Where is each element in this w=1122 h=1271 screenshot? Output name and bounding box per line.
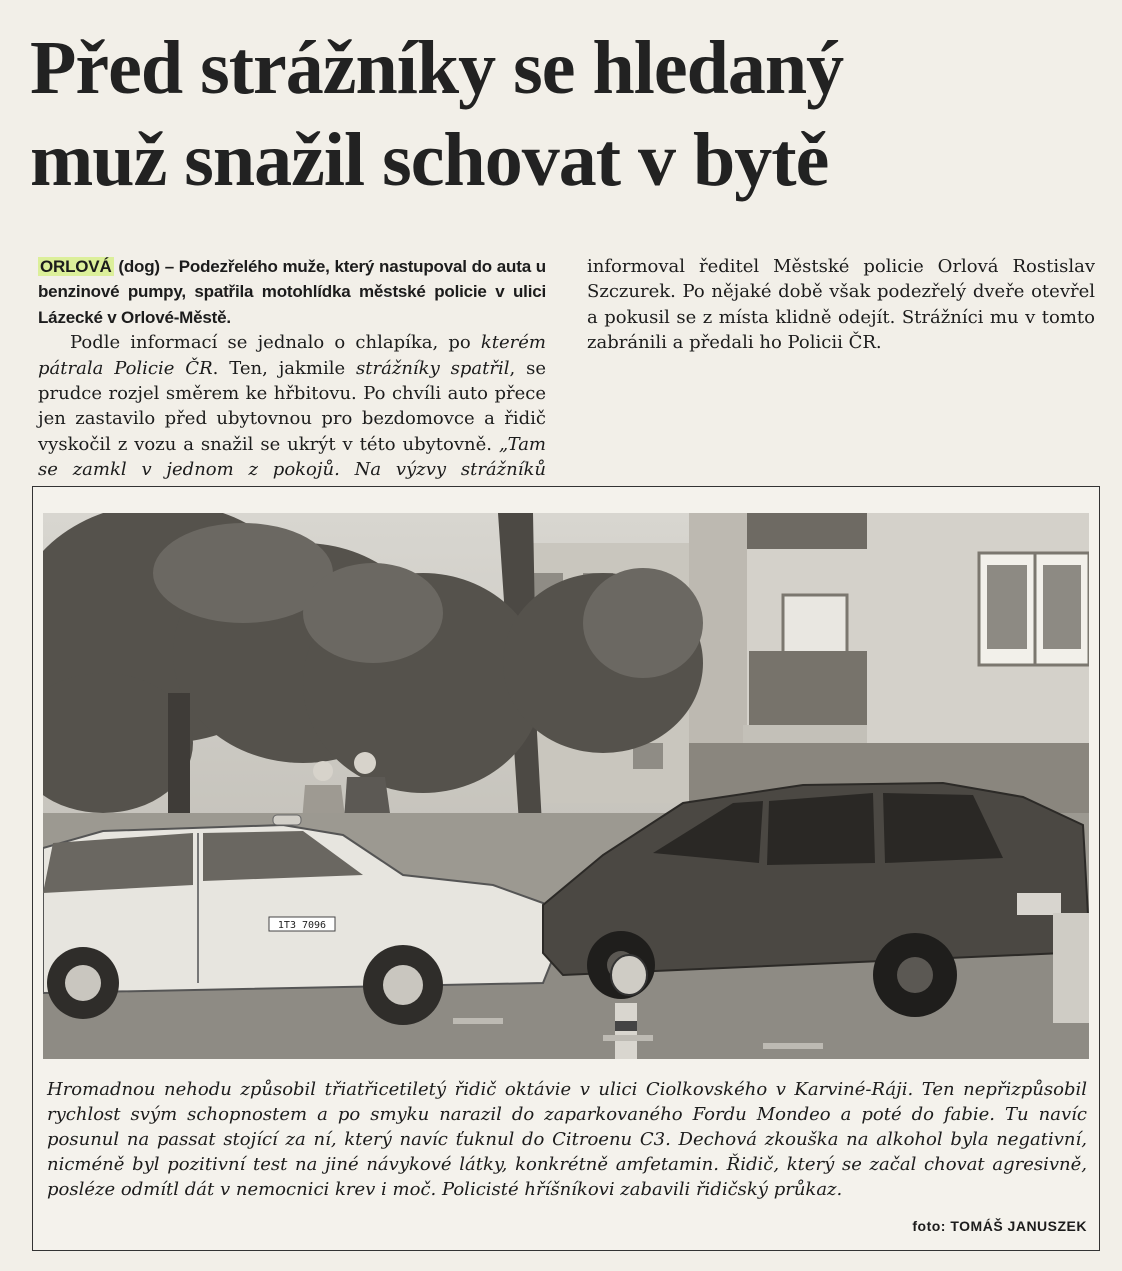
article-emphasis: strážníky spatřil (356, 357, 510, 379)
article-author: (dog) – (118, 257, 179, 276)
photo-caption: Hromadnou nehodu způsobil třiatřicetiletý řidič oktávie v ulici Ciolkovského v Karviné-Ráji. Ten nepřizpůsobil rychlost svým schopnostem a po smyku narazil do zaparkovaného Fordu Mondeo a poté do fabie. Tu navíc posunul na passat stojící za ní, který navíc ťuknul do Citroenu C3. Dechová zkouška na alkohol byla negativní, nicméně byl pozitivní test na jiné návykové látky, konkrétně amfetamin. Řidič, který se začal chovat agresivně, posléze odmítl dát v nemocnici krev i moč. Policisté hříšníkovi zabavili řidičský průkaz. (47, 1079, 1087, 1200)
article-paragraph (38, 330, 546, 508)
article-lead-text: Podezřelého muže, který nastupoval do auta u benzinové pumpy, spatřila motohlídka městské policie v ulici Lázecké v Orlové-Městě. (38, 257, 546, 327)
article-text: , se prudce rozjel směrem ke hřbitovu. Po chvíli auto přece jen zastavilo před ubytovnou pro bezdomovce a řidič vyskočil z vozu a snažil se ukrýt v této ubytovně. (38, 357, 546, 455)
article-paragraph (587, 254, 1095, 356)
photo-frame (32, 486, 1100, 1251)
article-text: informoval ředitel Městské policie Orlová Rostislav Szczurek. Po nějaké době však podezřelý dveře otevřel a pokusil se z místa klidně odejít. Strážníci mu v tomto zabránili a předali ho Policii ČR. (587, 256, 1095, 354)
photo-illustration (43, 513, 1089, 1059)
article-column-right (587, 254, 1095, 356)
headline (30, 22, 1110, 206)
article-column-left (38, 254, 546, 508)
article-emphasis: kterém pátrala Policie ČR (38, 332, 546, 379)
article-quote: „Tam se zamkl v jednom z pokojů. Na výzvy strážníků (38, 433, 546, 481)
article-text: . Ten, jakmile (212, 357, 357, 379)
article-text: Podle informací se jednalo o chlapíka, po (70, 332, 481, 354)
headline-line-2: muž snažil schovat v bytě (30, 118, 829, 202)
taxi-plate: 1T3 7096 (277, 920, 327, 931)
article-place: ORLOVÁ (40, 257, 112, 276)
headline-line-1: Před strážníky se hledaný (30, 26, 844, 110)
article-lead (38, 254, 546, 330)
photo-credit: foto: TOMÁŠ JANUSZEK (912, 1218, 1087, 1234)
accident-photo (43, 513, 1089, 1059)
